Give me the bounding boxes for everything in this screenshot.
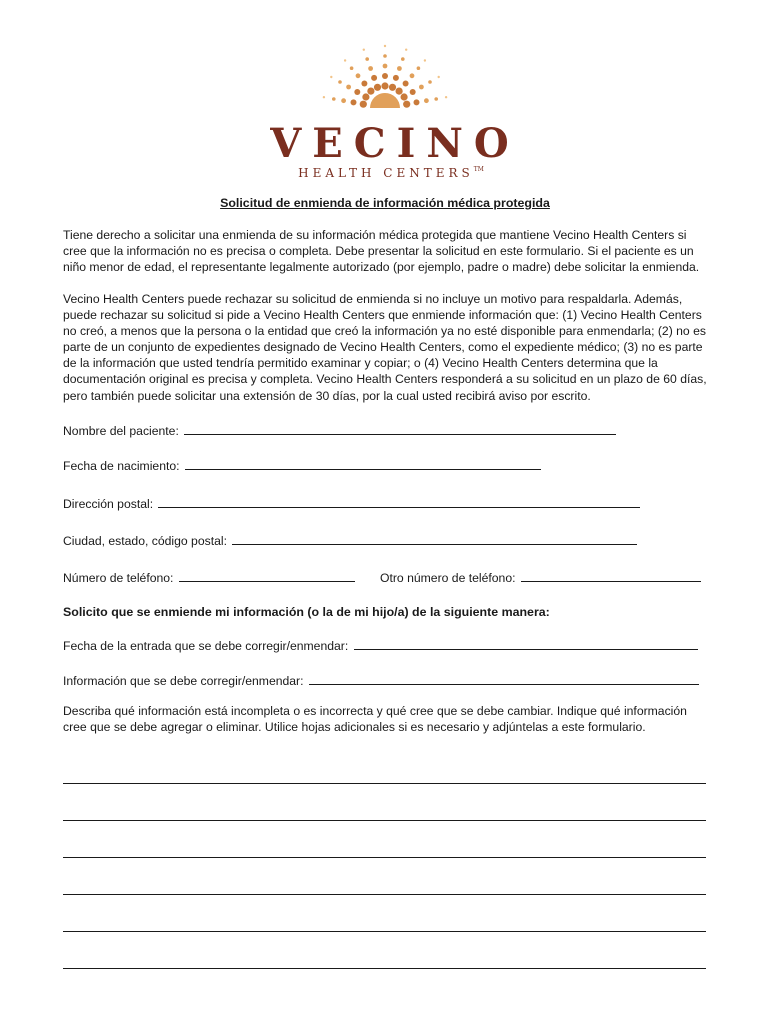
sun-ray-dot: [360, 101, 367, 108]
sun-ray-dot: [351, 99, 357, 105]
info-input[interactable]: [309, 672, 699, 685]
phone-input[interactable]: [179, 569, 355, 582]
sun-ray-dot: [403, 81, 409, 87]
brand-name: VECINO: [270, 120, 520, 167]
sun-ray-dot: [401, 57, 405, 61]
phone-field[interactable]: [63, 569, 355, 585]
sun-ray-dot: [445, 96, 447, 98]
sun-ray-dot: [414, 99, 420, 105]
form-title: Solicitud de enmienda de información médica protegida: [220, 196, 550, 210]
sun-ray-dot: [346, 85, 351, 90]
description-line[interactable]: [63, 931, 706, 932]
description-line[interactable]: [63, 894, 706, 895]
entry-date-label: Fecha de la entrada que se debe corregir/enmendar:: [63, 639, 349, 653]
city-state-zip-field[interactable]: [63, 532, 637, 548]
city-state-zip-label: Ciudad, estado, código postal:: [63, 534, 227, 548]
sun-half-circle: [370, 93, 400, 108]
birth-date-field[interactable]: [63, 457, 541, 473]
info-label: Información que se debe corregir/enmendar:: [63, 674, 304, 688]
sun-ray-dot: [363, 49, 365, 51]
sun-rays-icon: [310, 34, 460, 114]
brand-tagline: HEALTH CENTERS™: [298, 166, 484, 180]
sun-ray-dot: [332, 97, 336, 101]
info-field[interactable]: [63, 672, 699, 688]
sun-ray-dot: [338, 80, 342, 84]
sun-ray-dot: [382, 73, 388, 79]
sun-ray-dot: [396, 88, 403, 95]
address-field[interactable]: [63, 495, 640, 511]
sun-ray-dot: [344, 59, 346, 61]
sun-ray-dot: [403, 101, 410, 108]
sun-ray-dot: [371, 75, 377, 81]
description-line[interactable]: [63, 820, 706, 821]
other-phone-field[interactable]: [380, 569, 701, 585]
patient-name-label: Nombre del paciente:: [63, 424, 179, 438]
description-line[interactable]: [63, 968, 706, 969]
sun-ray-dot: [438, 76, 440, 78]
sun-ray-dot: [384, 45, 386, 47]
entry-date-field[interactable]: [63, 637, 698, 653]
sun-ray-dot: [389, 84, 396, 91]
sun-ray-dot: [368, 66, 373, 71]
birth-date-input[interactable]: [185, 457, 541, 470]
request-heading: Solicito que se enmiende mi información (o la de mi hijo/a) de la siguiente manera:: [63, 605, 550, 619]
sun-ray-dot: [323, 96, 325, 98]
sun-ray-dot: [367, 88, 374, 95]
sun-ray-dot: [401, 93, 408, 100]
address-input[interactable]: [158, 495, 640, 508]
sun-ray-dot: [365, 57, 369, 61]
sun-ray-dot: [383, 64, 388, 69]
sun-ray-dot: [417, 66, 421, 70]
sun-ray-dot: [383, 54, 387, 58]
description-line[interactable]: [63, 783, 706, 784]
sun-ray-dot: [424, 59, 426, 61]
sun-ray-dot: [361, 81, 367, 87]
patient-name-field[interactable]: [63, 422, 616, 438]
address-label: Dirección postal:: [63, 497, 154, 511]
sun-ray-dot: [419, 85, 424, 90]
sun-ray-dot: [405, 49, 407, 51]
intro-paragraph: Tiene derecho a solicitar una enmienda de su información médica protegida que mantiene Vecino Health Centers si cree que la información no es precisa o completa. Debe presentar la solicitud en este formulario. Si el paciente es un niño menor de edad, el representante legalmente autorizado (por ejemplo, padre o madre) debe solicitar la enmienda.: [63, 228, 700, 275]
other-phone-input[interactable]: [521, 569, 701, 582]
sun-ray-dot: [374, 84, 381, 91]
denial-paragraph: Vecino Health Centers puede rechazar su solicitud de enmienda si no incluye un motivo para respaldarla. Además, puede rechazar su solicitud si pide a Vecino Health Centers que enmiende información que: (1) Vecino Health Centers no creó, a menos que la persona o la entidad que creó la información ya no esté disponible para enmendarla; (2) no es parte de un conjunto de expedientes designado de Vecino Health Centers, como el expediente médico; (3) no es parte de la información que usted tendría permitido examinar y copiar; o (4) Vecino Health Centers determina que la documentación original es precisa y completa. Vecino Health Centers responderá a su solicitud en un plazo de 60 días, pero también puede solicitar una extensión de 30 días, por la cual usted recibirá aviso por escrito.: [63, 292, 707, 403]
sun-ray-dot: [410, 89, 416, 95]
city-state-zip-input[interactable]: [232, 532, 637, 545]
sun-ray-dot: [330, 76, 332, 78]
describe-instructions: Describa qué información está incompleta o es incorrecta y qué cree que se debe cambiar. Indique qué información cree que se debe agregar o eliminar. Utilice hojas adicionales si es necesario y adjúntelas a este formulario.: [63, 704, 687, 735]
sun-ray-dot: [393, 75, 399, 81]
sun-ray-dot: [424, 98, 429, 103]
entry-date-input[interactable]: [354, 637, 698, 650]
sun-ray-dot: [381, 82, 388, 89]
sun-ray-dot: [350, 66, 354, 70]
sun-ray-dot: [354, 89, 360, 95]
sun-ray-dot: [341, 98, 346, 103]
birth-date-label: Fecha de nacimiento:: [63, 459, 180, 473]
other-phone-label: Otro número de teléfono:: [380, 571, 516, 585]
sun-ray-dot: [434, 97, 438, 101]
sun-ray-dot: [356, 73, 361, 78]
sun-ray-dot: [410, 73, 415, 78]
sun-ray-dot: [397, 66, 402, 71]
sun-ray-dot: [428, 80, 432, 84]
description-line[interactable]: [63, 857, 706, 858]
sun-ray-dot: [362, 93, 369, 100]
patient-name-input[interactable]: [184, 422, 616, 435]
phone-label: Número de teléfono:: [63, 571, 174, 585]
